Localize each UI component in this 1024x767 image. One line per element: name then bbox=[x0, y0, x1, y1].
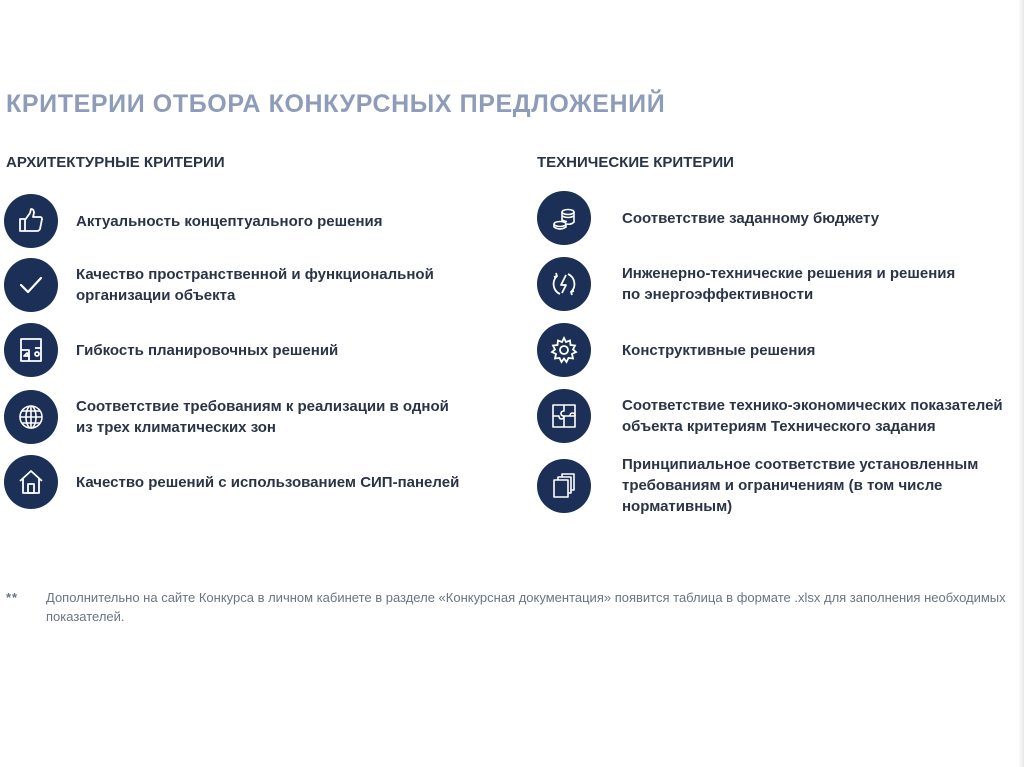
architecture-heading: АРХИТЕКТУРНЫЕ КРИТЕРИИ bbox=[6, 154, 225, 171]
thumbs-up-icon bbox=[4, 194, 58, 248]
criterion-text: Принципиальное соответствие установленным требованиям и ограничениям (в том числе нормативным) bbox=[622, 456, 979, 515]
page-edge-shadow bbox=[1018, 0, 1024, 767]
architecture-criterion bbox=[4, 390, 449, 444]
floor-plan-icon bbox=[4, 323, 58, 377]
criterion-text: Соответствие заданному бюджету bbox=[622, 209, 880, 227]
footnote-text: Дополнительно на сайте Конкурса в личном кабинете в разделе «Конкурсная документация» появится таблица в формате .xlsx для заполнения необходимых показателей. bbox=[46, 590, 1006, 624]
architecture-criterion bbox=[4, 455, 459, 509]
technical-criterion bbox=[537, 323, 815, 377]
technical-heading: ТЕХНИЧЕСКИЕ КРИТЕРИИ bbox=[537, 154, 734, 171]
energy-icon bbox=[537, 257, 591, 311]
technical-criterion bbox=[537, 191, 879, 245]
architecture-criterion bbox=[4, 258, 434, 312]
technical-criterion bbox=[537, 257, 955, 311]
page-title: КРИТЕРИИ ОТБОРА КОНКУРСНЫХ ПРЕДЛОЖЕНИЙ bbox=[6, 90, 666, 118]
coins-icon bbox=[537, 191, 591, 245]
technical-criterion bbox=[537, 454, 978, 517]
criterion-text: Конструктивные решения bbox=[622, 341, 816, 359]
criterion-text: Качество решений с использованием СИП-панелей bbox=[76, 473, 460, 491]
architecture-criterion bbox=[4, 323, 338, 377]
criterion-text: Соответствие требованиям к реализации в одной из трех климатических зон bbox=[76, 398, 449, 436]
checkmark-icon bbox=[4, 258, 58, 312]
criterion-text: Гибкость планировочных решений bbox=[76, 341, 339, 359]
criterion-text: Соответствие технико-экономических показателей объекта критериям Технического задания bbox=[622, 397, 1003, 435]
footnote-mark: ** bbox=[6, 590, 19, 605]
globe-icon bbox=[4, 390, 58, 444]
criterion-text: Актуальность концептуального решения bbox=[76, 212, 383, 230]
architecture-criterion bbox=[4, 194, 383, 248]
criterion-text: Качество пространственной и функциональной организации объекта bbox=[76, 266, 434, 304]
puzzle-icon bbox=[537, 389, 591, 443]
footnote bbox=[6, 588, 1006, 626]
technical-criterion bbox=[537, 389, 1003, 443]
house-icon bbox=[4, 455, 58, 509]
documents-icon bbox=[537, 459, 591, 513]
gear-icon bbox=[537, 323, 591, 377]
criterion-text: Инженерно-технические решения и решения по энергоэффективности bbox=[622, 265, 956, 303]
